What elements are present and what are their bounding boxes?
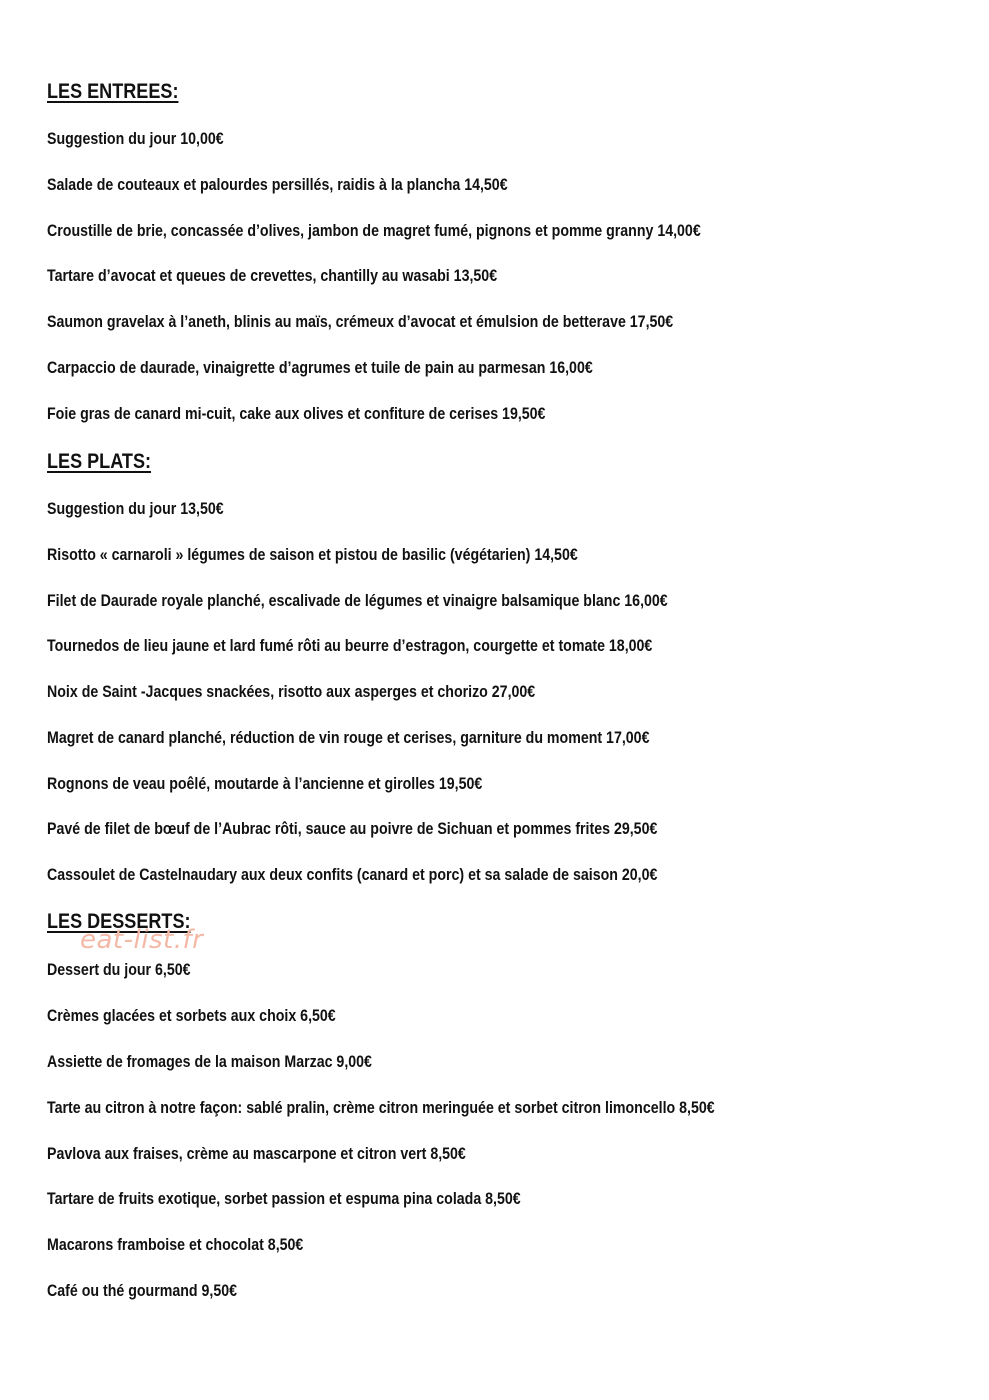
menu-item-plat-5: Noix de Saint -Jacques snackées, risotto aux asperges et chorizo 27,00€ xyxy=(47,683,536,701)
menu-item-plat-4: Tournedos de lieu jaune et lard fumé rôti au beurre d’estragon, courgette et tomate 18,00€ xyxy=(47,637,653,655)
menu-item-entree-5: Saumon gravelax à l’aneth, blinis au maïs, crémeux d’avocat et émulsion de betterave 17,50€ xyxy=(47,313,674,331)
menu-item-entree-2: Salade de couteaux et palourdes persillés, raidis à la plancha 14,50€ xyxy=(47,176,508,194)
menu-item-dessert-3: Assiette de fromages de la maison Marzac 9,00€ xyxy=(47,1053,372,1071)
menu-item-entree-3: Croustille de brie, concassée d’olives, jambon de magret fumé, pignons et pomme granny 14,00€ xyxy=(47,222,701,240)
menu-item-plat-3: Filet de Daurade royale planché, escalivade de légumes et vinaigre balsamique blanc 16,00€ xyxy=(47,592,668,610)
menu-item-dessert-2: Crèmes glacées et sorbets aux choix 6,50€ xyxy=(47,1007,336,1025)
watermark: eat-list.fr xyxy=(80,925,204,955)
menu-item-entree-6: Carpaccio de daurade, vinaigrette d’agrumes et tuile de pain au parmesan 16,00€ xyxy=(47,359,593,377)
menu-item-plat-2: Risotto « carnaroli » légumes de saison et pistou de basilic (végétarien) 14,50€ xyxy=(47,546,578,564)
section-title-entrees: LES ENTREES: xyxy=(47,80,179,103)
menu-item-plat-9: Cassoulet de Castelnaudary aux deux confits (canard et porc) et sa salade de saison 20,0€ xyxy=(47,866,658,884)
menu-item-dessert-4: Tarte au citron à notre façon: sablé pralin, crème citron meringuée et sorbet citron limoncello 8,50€ xyxy=(47,1099,715,1117)
menu-item-plat-7: Rognons de veau poêlé, moutarde à l’ancienne et girolles 19,50€ xyxy=(47,775,483,793)
section-title-plats: LES PLATS: xyxy=(47,450,152,473)
menu-item-dessert-5: Pavlova aux fraises, crème au mascarpone et citron vert 8,50€ xyxy=(47,1145,466,1163)
menu-item-plat-1: Suggestion du jour 13,50€ xyxy=(47,500,224,518)
menu-item-plat-8: Pavé de filet de bœuf de l’Aubrac rôti, sauce au poivre de Sichuan et pommes frites 29,50€ xyxy=(47,820,658,838)
menu-item-entree-1: Suggestion du jour 10,00€ xyxy=(47,130,224,148)
menu-item-dessert-1: Dessert du jour 6,50€ xyxy=(47,961,191,979)
menu-item-dessert-7: Macarons framboise et chocolat 8,50€ xyxy=(47,1236,304,1254)
menu-item-dessert-6: Tartare de fruits exotique, sorbet passion et espuma pina colada 8,50€ xyxy=(47,1190,521,1208)
menu-item-entree-7: Foie gras de canard mi-cuit, cake aux olives et confiture de cerises 19,50€ xyxy=(47,405,546,423)
menu-item-plat-6: Magret de canard planché, réduction de vin rouge et cerises, garniture du moment 17,00€ xyxy=(47,729,650,747)
section-title-desserts: LES DESSERTS: xyxy=(47,910,191,933)
menu-item-dessert-8: Café ou thé gourmand 9,50€ xyxy=(47,1282,238,1300)
menu-item-entree-4: Tartare d’avocat et queues de crevettes, chantilly au wasabi 13,50€ xyxy=(47,267,498,285)
